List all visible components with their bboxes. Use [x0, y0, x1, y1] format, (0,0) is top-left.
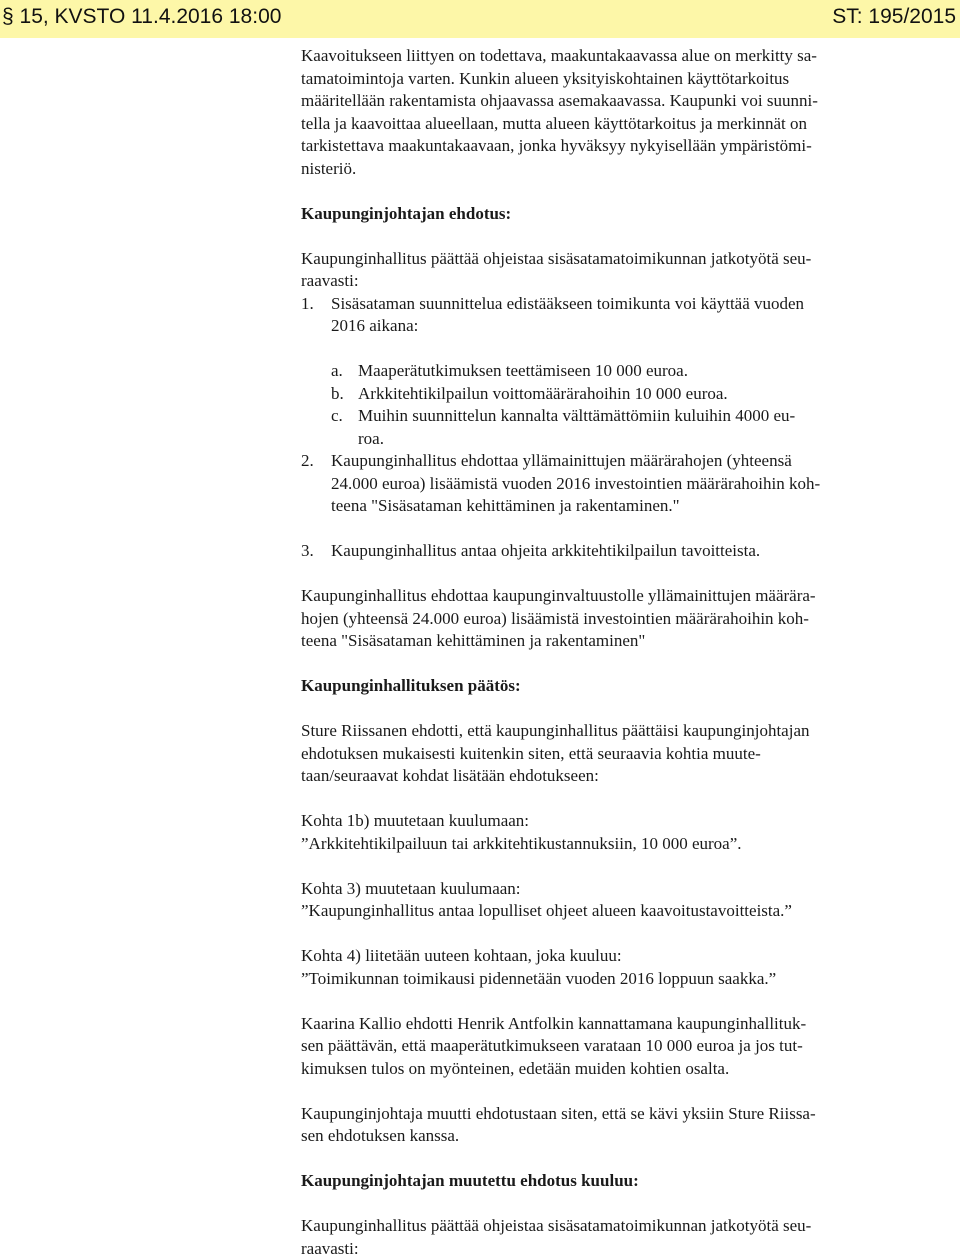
- text-line: sen päättävän, että maaperätutkimukseen varataan 10 000 euroa ja jos tut-: [301, 1035, 878, 1058]
- page-header: [0, 0, 960, 38]
- text-line: Kaarina Kallio ehdotti Henrik Antfolkin kannattamana kaupunginhallituk-: [301, 1013, 878, 1036]
- list-marker: a.: [331, 360, 358, 383]
- sub-item-c: [301, 405, 878, 428]
- text-line: tamatoimintoja varten. Kunkin alueen yksityiskohtainen käyttötarkoitus: [301, 68, 878, 91]
- list-marker: c.: [331, 405, 358, 428]
- text-line: tella ja kaavoittaa alueellaan, mutta alueen käyttötarkoitus ja merkinnät on: [301, 113, 878, 136]
- sub-item-b: [301, 383, 878, 406]
- sub-item-a: [301, 360, 878, 383]
- list-marker: b.: [331, 383, 358, 406]
- proposal-outro: [301, 585, 878, 653]
- meeting-reference: § 15, KVSTO 11.4.2016 18:00: [2, 5, 281, 29]
- list-item-2: [301, 450, 878, 518]
- text-line: Kohta 1b) muutetaan kuulumaan:: [301, 810, 878, 833]
- proposal-intro: [301, 248, 878, 293]
- list-text: Arkkitehtikilpailun voittomäärärahoihin 10 000 euroa.: [358, 383, 728, 406]
- list-text: Kaupunginhallitus antaa ohjeita arkkitehtikilpailun tavoitteista.: [331, 540, 760, 563]
- list-marker: 3.: [301, 540, 331, 563]
- text-line: ”Arkkitehtikilpailuun tai arkkitehtikustannuksiin, 10 000 euroa”.: [301, 833, 878, 856]
- final-paragraph: [301, 1215, 878, 1260]
- list-text: roa.: [301, 428, 878, 451]
- amendment-2: [301, 878, 878, 923]
- text-line: Kohta 3) muutetaan kuulumaan:: [301, 878, 878, 901]
- text-line: kimuksen tulos on myönteinen, edetään muiden kohtien osalta.: [301, 1058, 878, 1081]
- case-number: ST: 195/2015: [832, 5, 956, 29]
- text-line: Kohta 4) liitetään uuteen kohtaan, joka kuuluu:: [301, 945, 878, 968]
- amendment-1: [301, 810, 878, 855]
- heading-board-decision: Kaupunginhallituksen päätös:: [301, 675, 878, 698]
- list-marker: 1.: [301, 293, 331, 316]
- heading-amended-proposal: Kaupunginjohtajan muutettu ehdotus kuuluu:: [301, 1170, 878, 1193]
- text-line: Kaupunginjohtaja muutti ehdotustaan siten, että se kävi yksiin Sture Riissa-: [301, 1103, 878, 1126]
- heading-mayor-proposal: Kaupunginjohtajan ehdotus:: [301, 203, 878, 226]
- list-text: Maaperätutkimuksen teettämiseen 10 000 euroa.: [358, 360, 688, 383]
- list-text: 24.000 euroa) lisäämistä vuoden 2016 investointien määrärahoihin koh-: [301, 473, 878, 496]
- intro-paragraph: [301, 45, 878, 180]
- text-line: teena "Sisäsataman kehittäminen ja rakentaminen": [301, 630, 878, 653]
- text-line: Sture Riissanen ehdotti, että kaupunginhallitus päättäisi kaupunginjohtajan: [301, 720, 878, 743]
- amendment-3: [301, 945, 878, 990]
- text-line: Kaupunginhallitus päättää ohjeistaa sisäsatamatoimikunnan jatkotyötä seu-: [301, 1215, 878, 1238]
- text-line: tarkistettava maakuntakaavaan, jonka hyväksyy nykyisellään ympäristömi-: [301, 135, 878, 158]
- text-line: ”Toimikunnan toimikausi pidennetään vuoden 2016 loppuun saakka.”: [301, 968, 878, 991]
- text-line: Kaupunginhallitus päättää ohjeistaa sisäsatamatoimikunnan jatkotyötä seu-: [301, 248, 878, 271]
- list-text: Sisäsataman suunnittelua edistääkseen toimikunta voi käyttää vuoden: [331, 293, 804, 316]
- text-line: sen ehdotuksen kanssa.: [301, 1125, 878, 1148]
- text-line: nisteriö.: [301, 158, 878, 181]
- text-line: ehdotuksen mukaisesti kuitenkin siten, että seuraavia kohtia muute-: [301, 743, 878, 766]
- text-line: raavasti:: [301, 1238, 878, 1260]
- list-item-1: [301, 293, 878, 451]
- text-line: määritellään rakentamista ohjaavassa asemakaavassa. Kaupunki voi suunni-: [301, 90, 878, 113]
- text-line: taan/seuraavat kohdat lisätään ehdotukseen:: [301, 765, 878, 788]
- text-line: ”Kaupunginhallitus antaa lopulliset ohjeet alueen kaavoitustavoitteista.”: [301, 900, 878, 923]
- list-marker: 2.: [301, 450, 331, 473]
- mayor-change: [301, 1103, 878, 1148]
- text-line: Kaupunginhallitus ehdottaa kaupunginvaltuustolle yllämainittujen määrära-: [301, 585, 878, 608]
- text-line: raavasti:: [301, 270, 878, 293]
- list-text: teena "Sisäsataman kehittäminen ja rakentaminen.": [301, 495, 878, 518]
- text-line: hojen (yhteensä 24.000 euroa) lisäämistä investointien määrärahoihin koh-: [301, 608, 878, 631]
- list-text: Kaupunginhallitus ehdottaa yllämainittujen määrärahojen (yhteensä: [331, 450, 792, 473]
- text-line: Kaavoitukseen liittyen on todettava, maakuntakaavassa alue on merkitty sa-: [301, 45, 878, 68]
- decision-intro: [301, 720, 878, 788]
- kallio-proposal: [301, 1013, 878, 1081]
- list-item-3: [301, 540, 878, 563]
- list-text: Muihin suunnittelun kannalta välttämättömiin kuluihin 4000 eu-: [358, 405, 795, 428]
- list-text: 2016 aikana:: [301, 315, 878, 338]
- document-body: [301, 45, 878, 1260]
